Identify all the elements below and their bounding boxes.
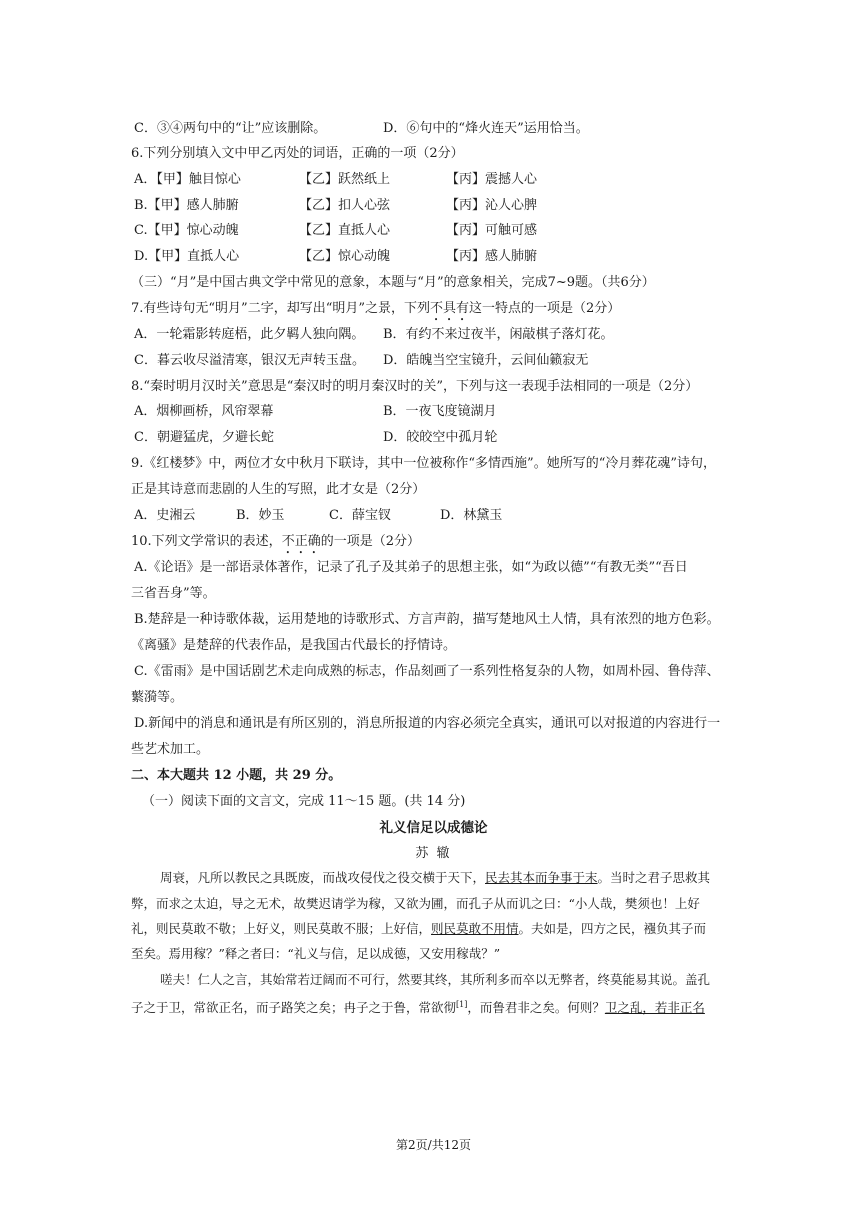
- q10-option-d-line1: D.新闻中的消息和通讯是有所区别的，消息所报道的内容必须完全真实，通讯可以对报道的内容进行一: [134, 716, 721, 731]
- q6-a-bing: 【丙】震撼人心: [446, 172, 538, 187]
- passage-p2-line1: 嗟夫！仁人之言，其始常若迂阔而不可行，然要其终，其所利多而卒以无弊者，终莫能易其说。盖孔: [160, 972, 711, 987]
- q8-option-a: A．烟柳画桥，风帘翠幕: [134, 404, 274, 419]
- q5-option-d: D．⑥句中的“烽火连天”运用恰当。: [383, 121, 589, 136]
- q8-stem: 8.“秦时明月汉时关”意思是“秦汉时的明月秦汉时的关”，下列与这一表现手法相同的一项是（2分）: [131, 379, 699, 394]
- q10-option-a-line1: A.《论语》是一部语录体著作，记录了孔子及其弟子的思想主张，如“为政以德”“有教无类”“吾日: [134, 560, 688, 575]
- q6-a-yi: 【乙】跃然纸上: [299, 172, 391, 187]
- q10-option-b-line2: 《离骚》是楚辞的代表作品，是我国古代最长的抒情诗。: [131, 638, 457, 653]
- q8-option-b: B．一夜飞度镜湖月: [383, 404, 497, 419]
- q9-option-d: D．林黛玉: [440, 508, 503, 523]
- underlined-sentence-1: 民去其本而争事于末: [485, 870, 598, 885]
- q9-stem-line1: 9.《红楼梦》中，两位才女中秋月下联诗，其中一位被称作“多情西施”。她所写的“冷月葬花魂”诗句，: [131, 456, 716, 471]
- q6-stem: 6.下列分别填入文中甲乙丙处的词语，正确的一项（2分）: [131, 146, 464, 161]
- q9-stem-line2: 正是其诗意而悲剧的人生的写照，此才女是（2分）: [131, 482, 426, 497]
- q10-stem: 10.下列文学常识的表述，不正确的一项是（2分）: [131, 534, 420, 549]
- underlined-sentence-2: 则民莫敢不用情: [431, 921, 519, 936]
- page-number: 第2页/共12页: [396, 1138, 471, 1152]
- q7-option-d: D．皓魄当空宝镜升，云间仙籁寂无: [383, 353, 589, 368]
- part2-subheading: （一）阅读下面的文言文，完成 11～15 题。(共 14 分): [142, 794, 466, 809]
- q5-option-c: C．③④两句中的“让”应该删除。: [134, 121, 327, 136]
- q10-option-b-line1: B.楚辞是一种诗歌体裁，运用楚地的诗歌形式、方言声韵，描写楚地风土人情，具有浓烈的地方色彩。: [134, 612, 720, 627]
- q10-option-c-line2: 蘩漪等。: [131, 690, 184, 705]
- q6-c-jia: C.【甲】惊心动魄: [134, 223, 239, 238]
- part2-heading: 二、本大题共 12 小题，共 29 分。: [131, 768, 342, 783]
- section-3-heading: （三）“月”是中国古典文学中常见的意象，本题与“月”的意象相关，完成7~9题。（共6分）: [131, 275, 655, 290]
- passage-author: 苏 辙: [415, 846, 452, 861]
- q10-option-c-line1: C.《雷雨》是中国话剧艺术走向成熟的标志，作品刻画了一系列性格复杂的人物，如周朴园、鲁侍萍、: [134, 664, 720, 679]
- q10-option-a-line2: 三省吾身”等。: [131, 586, 216, 601]
- q6-a-jia: A．【甲】触目惊心: [134, 172, 241, 187]
- passage-p1-line4: 至矣。焉用稼？”释之者曰：“礼义与信，足以成德，又安用稼哉？”: [131, 946, 501, 961]
- footnote-marker: [1]: [456, 1000, 468, 1009]
- q6-b-yi: 【乙】扣人心弦: [299, 198, 391, 213]
- q10-emphasis: 不正确: [281, 534, 321, 549]
- q6-b-bing: 【丙】沁人心脾: [446, 198, 538, 213]
- q7-option-c: C．暮云收尽溢清寒，银汉无声转玉盘。: [134, 353, 365, 368]
- q7-option-b: B．有约不来过夜半，闲敲棋子落灯花。: [383, 327, 614, 342]
- underlined-sentence-3: 卫之乱，若非正名: [604, 1000, 705, 1016]
- q6-d-yi: 【乙】惊心动魄: [299, 249, 391, 264]
- q9-option-c: C．薛宝钗: [329, 508, 391, 523]
- passage-p1-line2: 弊，而求之太迫，导之无术，故樊迟请学为稼，又欲为圃，而孔子从而讥之曰：“小人哉，樊须也！上好: [131, 896, 700, 911]
- q10-option-d-line2: 些艺术加工。: [131, 742, 210, 757]
- q9-option-b: B．妙玉: [236, 508, 285, 523]
- q7-stem: 7.有些诗句无“明月”二字，却写出“明月”之景，下列不具有这一特点的一项是（2分）: [131, 301, 621, 316]
- q7-option-a: A．一轮霜影转庭梧，此夕羁人独向隅。: [134, 327, 365, 342]
- passage-p2-line2: 子之于卫，常欲正名，而子路笑之矣；冉子之于鲁，常欲彻[1]，而鲁君非之矣。何则？卫之乱，若非正名: [131, 1000, 705, 1016]
- q8-option-d: D．皎皎空中孤月轮: [383, 430, 498, 445]
- passage-title: 礼义信足以成德论: [379, 820, 488, 836]
- q6-d-jia: D.【甲】直抵人心: [134, 249, 240, 264]
- passage-p1-line3: 礼，则民莫敢不敬；上好义，则民莫敢不服；上好信，则民莫敢不用情。夫如是，四方之民，襁负其子而: [131, 921, 707, 936]
- q8-option-c: C．朝避猛虎，夕避长蛇: [134, 430, 274, 445]
- q6-b-jia: B.【甲】感人肺腑: [134, 198, 239, 213]
- q6-c-bing: 【丙】可触可感: [446, 223, 538, 238]
- q6-c-yi: 【乙】直抵人心: [299, 223, 391, 238]
- q7-emphasis: 不具有: [430, 301, 470, 316]
- q9-option-a: A．史湘云: [134, 508, 196, 523]
- passage-p1-line1: 周衰，凡所以教民之具既废，而战攻侵伐之役交横于天下，民去其本而争事于末。当时之君子思救其: [160, 870, 711, 885]
- q6-d-bing: 【丙】感人肺腑: [446, 249, 538, 264]
